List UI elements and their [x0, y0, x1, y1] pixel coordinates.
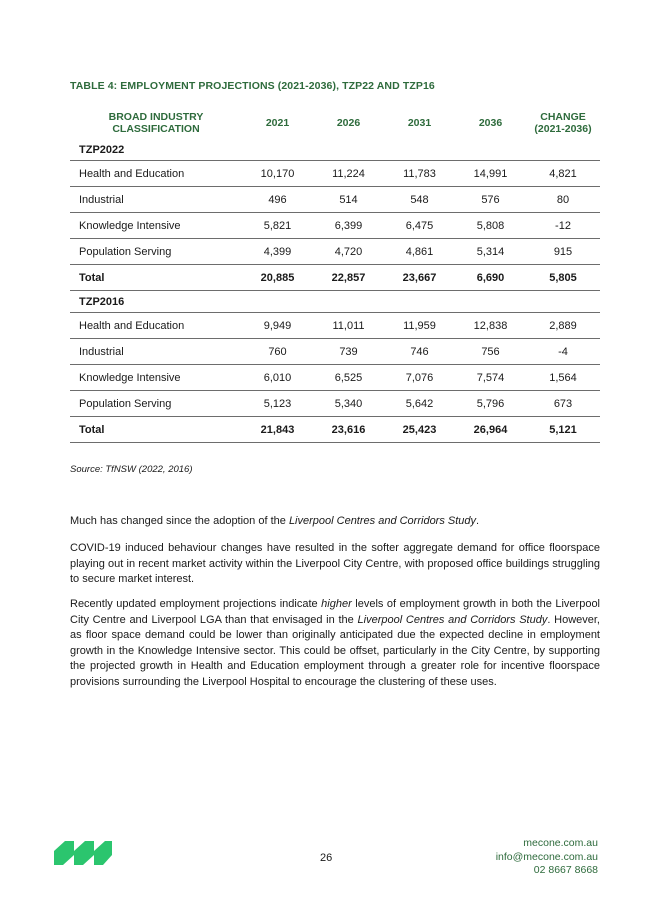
- cell-2021: 10,170: [242, 161, 313, 187]
- cell-2036: 576: [455, 187, 526, 213]
- paragraph-3-text-c: . However, as floor space demand could be lower than originally anticipated due the expected decline in employment growth in the Knowledge Intensive sector. This could be offset, particularly in the City Centre, by supporting the projected growth in Health and Education employment through a greater role for incentive floorspace provisions surrounding the Liverpool Hospital to encourage the clustering of these uses.: [70, 613, 600, 688]
- cell-2021: 20,885: [242, 265, 313, 291]
- cell-2021: 21,843: [242, 417, 313, 443]
- header-2021: 2021: [265, 116, 290, 129]
- cell-2031: 5,642: [384, 391, 455, 417]
- employment-projections-table: [70, 106, 600, 443]
- row-label: Knowledge Intensive: [70, 365, 242, 391]
- cell-change: 1,564: [526, 365, 600, 391]
- paragraph-2: COVID-19 induced behaviour changes have resulted in the softer aggregate demand for office floorspace playing out in recent market activity within the Liverpool City Centre, with proposed office buildings struggling to secure market interest.: [70, 542, 600, 585]
- cell-change: 80: [526, 187, 600, 213]
- cell-2021: 5,123: [242, 391, 313, 417]
- row-label: Health and Education: [70, 313, 242, 339]
- cell-change: 5,805: [526, 265, 600, 291]
- cell-2031: 23,667: [384, 265, 455, 291]
- cell-2036: 756: [455, 339, 526, 365]
- section-row-tzp2016: [70, 291, 600, 313]
- cell-2036: 6,690: [455, 265, 526, 291]
- paragraph-3-text-b: levels of employment growth in both the Liverpool City Centre and Liverpool LGA than that envisaged in the: [70, 598, 601, 626]
- cell-2036: 14,991: [455, 161, 526, 187]
- table-row: [70, 391, 600, 417]
- cell-2021: 6,010: [242, 365, 313, 391]
- cell-2026: 23,616: [313, 417, 384, 443]
- cell-2031: 11,959: [384, 313, 455, 339]
- cell-2031: 25,423: [384, 417, 455, 443]
- cell-2026: 11,011: [313, 313, 384, 339]
- row-label: Total: [70, 265, 242, 291]
- cell-change: 5,121: [526, 417, 600, 443]
- header-change: CHANGE (2021-2036): [534, 110, 592, 135]
- table-row: [70, 239, 600, 265]
- table-row: [70, 365, 600, 391]
- cell-2031: 548: [384, 187, 455, 213]
- cell-2031: 4,861: [384, 239, 455, 265]
- phone-number: 02 8667 8668: [533, 864, 598, 876]
- header-2031: 2031: [407, 116, 432, 129]
- cell-2026: 739: [313, 339, 384, 365]
- section-row-tzp2022: [70, 139, 600, 161]
- row-label: Population Serving: [70, 239, 242, 265]
- paragraph-1-study-title: Liverpool Centres and Corridors Study: [288, 515, 477, 527]
- cell-2026: 22,857: [313, 265, 384, 291]
- cell-change: -12: [526, 213, 600, 239]
- table-row: [70, 339, 600, 365]
- cell-2036: 7,574: [455, 365, 526, 391]
- cell-2026: 4,720: [313, 239, 384, 265]
- table-row: [70, 161, 600, 187]
- cell-2021: 5,821: [242, 213, 313, 239]
- header-2026: 2026: [336, 116, 361, 129]
- email-link[interactable]: info@mecone.com.au: [495, 850, 598, 863]
- table-row: [70, 187, 600, 213]
- row-label: Health and Education: [70, 161, 242, 187]
- paragraph-1-text-b: .: [476, 515, 480, 527]
- paragraph-3: [70, 597, 600, 690]
- mecone-logo-icon: [54, 838, 114, 873]
- paragraph-3-emphasis: higher: [321, 598, 352, 610]
- section-label: TZP2016: [70, 291, 600, 313]
- page-number: 26: [320, 852, 333, 864]
- total-row-tzp2022: [70, 265, 600, 291]
- table-title: TABLE 4: EMPLOYMENT PROJECTIONS (2021-2036), TZP22 AND TZP16: [70, 80, 435, 92]
- cell-2036: 26,964: [455, 417, 526, 443]
- table-source: Source: TfNSW (2022, 2016): [70, 464, 193, 475]
- paragraph-1-text-a: Much has changed since the adoption of the: [70, 515, 289, 527]
- cell-2036: 5,796: [455, 391, 526, 417]
- section-label: TZP2022: [70, 139, 600, 161]
- cell-2026: 11,224: [313, 161, 384, 187]
- header-2036: 2036: [478, 116, 503, 129]
- cell-change: 915: [526, 239, 600, 265]
- paragraph-3-study-title: Liverpool Centres and Corridors Study: [357, 613, 548, 626]
- header-classification: BROAD INDUSTRY CLASSIFICATION: [108, 110, 204, 135]
- cell-2031: 11,783: [384, 161, 455, 187]
- table-header-row: [70, 106, 600, 139]
- paragraph-3-text-a: Recently updated employment projections indicate: [70, 598, 322, 610]
- row-label: Industrial: [70, 187, 242, 213]
- cell-2021: 4,399: [242, 239, 313, 265]
- cell-2031: 6,475: [384, 213, 455, 239]
- cell-change: 4,821: [526, 161, 600, 187]
- row-label: Total: [70, 417, 242, 443]
- cell-2021: 760: [242, 339, 313, 365]
- cell-change: 673: [526, 391, 600, 417]
- row-label: Industrial: [70, 339, 242, 365]
- cell-2031: 746: [384, 339, 455, 365]
- cell-2026: 514: [313, 187, 384, 213]
- cell-2026: 6,525: [313, 365, 384, 391]
- contact-block: [496, 837, 598, 878]
- paragraph-1: [70, 514, 600, 530]
- cell-2031: 7,076: [384, 365, 455, 391]
- cell-2021: 496: [242, 187, 313, 213]
- cell-change: 2,889: [526, 313, 600, 339]
- row-label: Knowledge Intensive: [70, 213, 242, 239]
- row-label: Population Serving: [70, 391, 242, 417]
- cell-2026: 5,340: [313, 391, 384, 417]
- cell-2026: 6,399: [313, 213, 384, 239]
- cell-2036: 5,808: [455, 213, 526, 239]
- table-row: [70, 313, 600, 339]
- table-row: [70, 213, 600, 239]
- cell-2021: 9,949: [242, 313, 313, 339]
- cell-2036: 5,314: [455, 239, 526, 265]
- cell-2036: 12,838: [455, 313, 526, 339]
- website-link[interactable]: mecone.com.au: [523, 837, 598, 849]
- total-row-tzp2016: [70, 417, 600, 443]
- cell-change: -4: [526, 339, 600, 365]
